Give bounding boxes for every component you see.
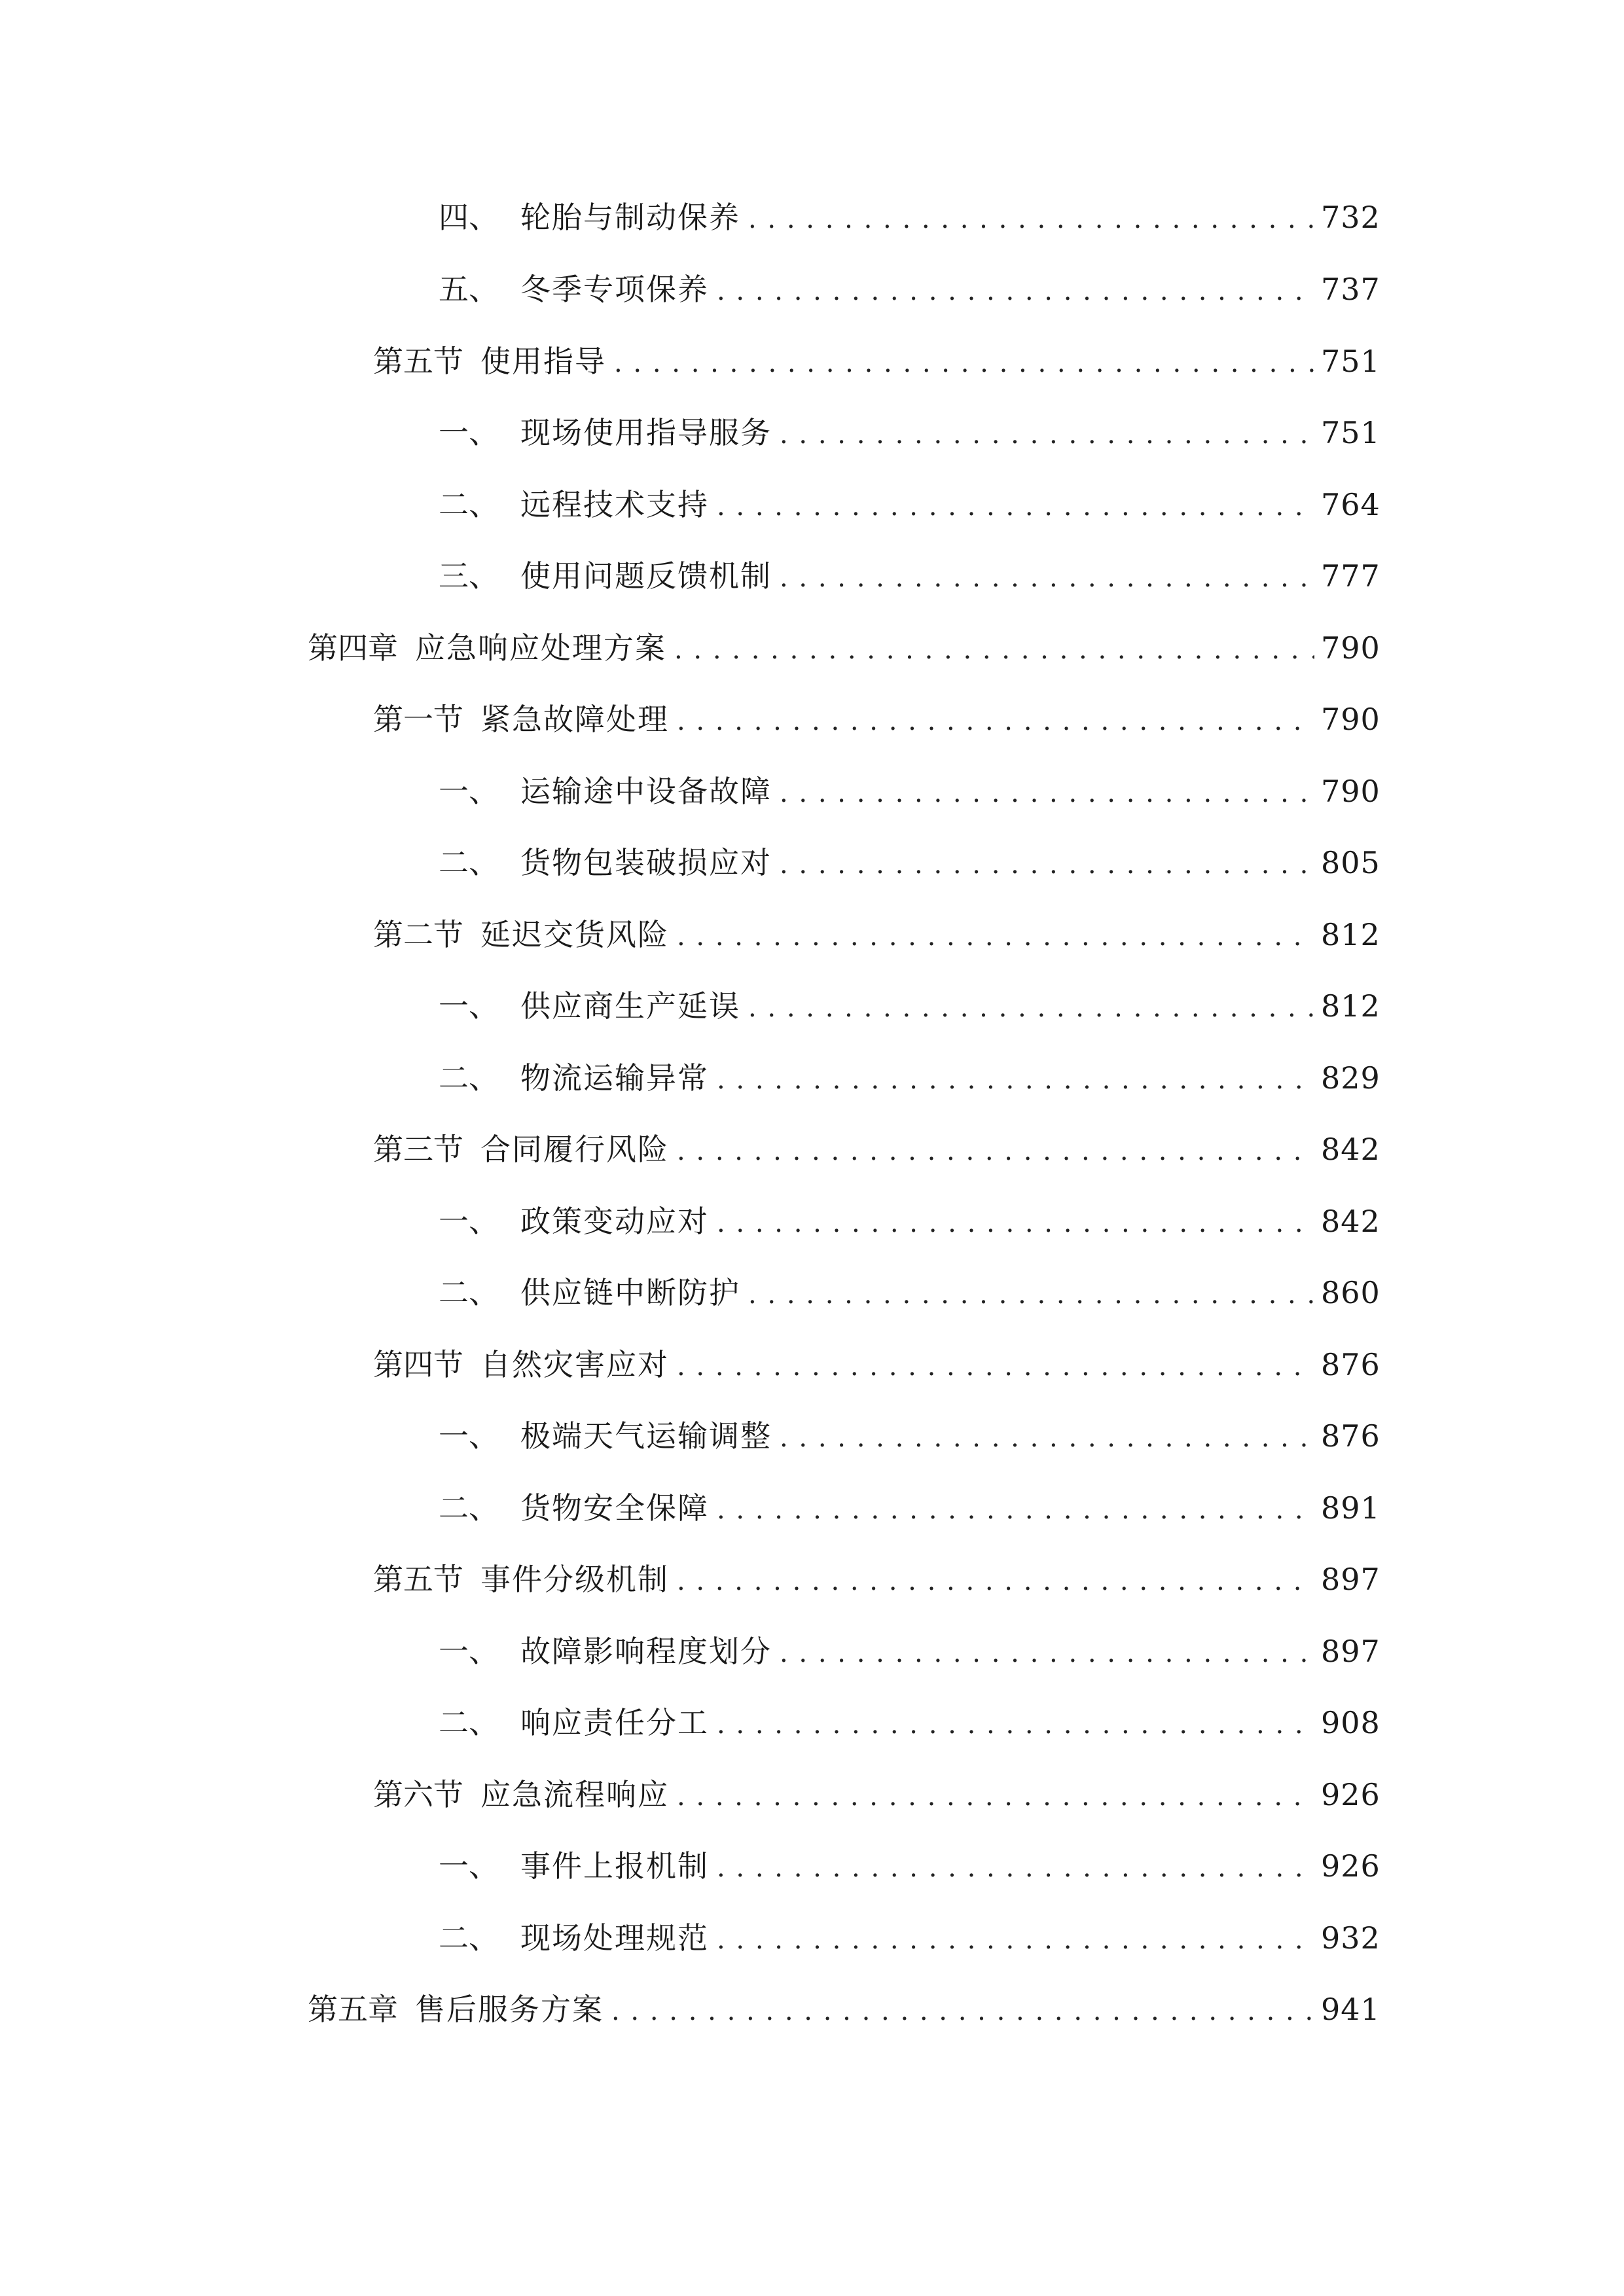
toc-entry-page: 790 bbox=[1321, 774, 1380, 809]
dot-leader bbox=[674, 627, 1314, 673]
dot-leader bbox=[780, 1415, 1314, 1461]
toc-entry-number: 二、 bbox=[439, 1490, 499, 1526]
toc-entry-page: 860 bbox=[1321, 1275, 1380, 1310]
toc-entry[interactable] bbox=[439, 840, 1380, 886]
dot-leader bbox=[748, 1272, 1314, 1318]
toc-entry-number: 五、 bbox=[439, 272, 499, 307]
toc-entry-title: 货物安全保障 bbox=[520, 1490, 709, 1526]
dot-leader bbox=[611, 1988, 1314, 2034]
toc-entry-number: 第四节 bbox=[373, 1347, 463, 1382]
toc-entry-page: 908 bbox=[1321, 1705, 1380, 1740]
toc-entry-title: 物流运输异常 bbox=[520, 1060, 709, 1096]
toc-entry-title: 合同履行风险 bbox=[480, 1132, 669, 1167]
toc-entry[interactable] bbox=[439, 1485, 1380, 1531]
dot-leader bbox=[677, 1558, 1314, 1604]
toc-entry-page: 737 bbox=[1321, 272, 1380, 307]
toc-entry[interactable] bbox=[439, 410, 1380, 456]
toc-entry-number: 第四章 bbox=[308, 630, 398, 666]
toc-entry-page: 941 bbox=[1321, 1992, 1380, 2027]
toc-entry-number: 一、 bbox=[439, 1204, 499, 1239]
toc-entry-number: 二、 bbox=[439, 1060, 499, 1096]
toc-entry[interactable] bbox=[439, 1628, 1380, 1674]
toc-entry-page: 790 bbox=[1321, 630, 1380, 666]
toc-entry-title: 供应商生产延误 bbox=[520, 988, 740, 1024]
dot-leader bbox=[717, 1487, 1314, 1533]
toc-entry-number: 二、 bbox=[439, 845, 499, 880]
dot-leader bbox=[780, 412, 1314, 457]
dot-leader bbox=[677, 698, 1314, 744]
toc-entry-title: 政策变动应对 bbox=[520, 1204, 709, 1239]
toc-entry-title: 极端天气运输调整 bbox=[520, 1418, 772, 1454]
toc-entry-page: 751 bbox=[1321, 415, 1380, 450]
toc-entry-page: 891 bbox=[1321, 1490, 1380, 1526]
toc-entry-page: 812 bbox=[1321, 917, 1380, 952]
toc-entry-page: 732 bbox=[1321, 200, 1380, 235]
dot-leader bbox=[780, 842, 1314, 888]
toc-entry-title: 应急流程响应 bbox=[480, 1777, 669, 1812]
toc-entry-title: 紧急故障处理 bbox=[480, 702, 669, 737]
toc-entry-number: 一、 bbox=[439, 415, 499, 450]
toc-entry-page: 842 bbox=[1321, 1204, 1380, 1239]
toc-entry-number: 一、 bbox=[439, 988, 499, 1024]
toc-entry-title: 冬季专项保养 bbox=[520, 272, 709, 307]
toc-entry-title: 应急响应处理方案 bbox=[415, 630, 666, 666]
toc-entry-number: 一、 bbox=[439, 1634, 499, 1669]
toc-entry-number: 二、 bbox=[439, 1920, 499, 1956]
dot-leader bbox=[717, 1845, 1314, 1891]
toc-entry-number: 第五章 bbox=[308, 1992, 398, 2027]
toc-entry[interactable] bbox=[439, 1413, 1380, 1459]
toc-entry-title: 使用问题反馈机制 bbox=[520, 558, 772, 594]
dot-leader bbox=[748, 985, 1314, 1031]
toc-entry-title: 轮胎与制动保养 bbox=[520, 200, 740, 235]
toc-entry-page: 926 bbox=[1321, 1848, 1380, 1884]
toc-entry-page: 876 bbox=[1321, 1347, 1380, 1382]
toc-entry[interactable] bbox=[439, 1700, 1380, 1746]
dot-leader bbox=[717, 1917, 1314, 1963]
toc-entry-title: 自然灾害应对 bbox=[480, 1347, 669, 1382]
toc-entry-page: 932 bbox=[1321, 1920, 1380, 1956]
toc-entry[interactable] bbox=[439, 983, 1380, 1029]
toc-entry[interactable] bbox=[439, 1270, 1380, 1316]
toc-entry-title: 故障影响程度划分 bbox=[520, 1634, 772, 1669]
toc-entry-page: 897 bbox=[1321, 1562, 1380, 1597]
toc-entry-page: 876 bbox=[1321, 1418, 1380, 1454]
dot-leader bbox=[780, 1630, 1314, 1676]
dot-leader bbox=[780, 770, 1314, 816]
toc-entry-page: 897 bbox=[1321, 1634, 1380, 1669]
toc-entry-number: 三、 bbox=[439, 558, 499, 594]
toc-entry-number: 第五节 bbox=[373, 1562, 463, 1597]
toc-entry-page: 812 bbox=[1321, 988, 1380, 1024]
toc-entry-number: 二、 bbox=[439, 1275, 499, 1310]
toc-entry-page: 926 bbox=[1321, 1777, 1380, 1812]
toc-entry[interactable] bbox=[308, 625, 1380, 671]
toc-entry-number: 一、 bbox=[439, 1848, 499, 1884]
toc-entry-number: 二、 bbox=[439, 1705, 499, 1740]
toc-entry-title: 延迟交货风险 bbox=[480, 917, 669, 952]
dot-leader bbox=[677, 1128, 1314, 1174]
toc-entry[interactable] bbox=[439, 553, 1380, 599]
toc-entry-page: 751 bbox=[1321, 344, 1380, 379]
dot-leader bbox=[717, 484, 1314, 529]
toc-entry-page: 805 bbox=[1321, 845, 1380, 880]
dot-leader bbox=[677, 914, 1314, 960]
toc-entry[interactable] bbox=[373, 1556, 1380, 1602]
toc-entry-page: 829 bbox=[1321, 1060, 1380, 1096]
toc-entry[interactable] bbox=[373, 912, 1380, 958]
toc-entry-title: 事件上报机制 bbox=[520, 1848, 709, 1884]
toc-entry-number: 二、 bbox=[439, 487, 499, 522]
toc-entry-number: 第五节 bbox=[373, 344, 463, 379]
toc-entry-title: 使用指导 bbox=[480, 344, 606, 379]
toc-entry-title: 供应链中断防护 bbox=[520, 1275, 740, 1310]
toc-entry[interactable] bbox=[439, 1915, 1380, 1961]
toc-entry[interactable] bbox=[439, 768, 1380, 814]
toc-entry[interactable] bbox=[439, 1198, 1380, 1244]
toc-entry-title: 售后服务方案 bbox=[415, 1992, 604, 2027]
dot-leader bbox=[717, 1200, 1314, 1246]
toc-entry[interactable] bbox=[373, 1772, 1380, 1818]
toc-entry[interactable] bbox=[373, 696, 1380, 742]
toc-entry-title: 现场使用指导服务 bbox=[520, 415, 772, 450]
toc-entry-page: 790 bbox=[1321, 702, 1380, 737]
toc-entry-number: 第一节 bbox=[373, 702, 463, 737]
toc-entry-page: 777 bbox=[1321, 558, 1380, 594]
toc-entry[interactable] bbox=[439, 1055, 1380, 1101]
toc-entry-title: 事件分级机制 bbox=[480, 1562, 669, 1597]
toc-entry-number: 四、 bbox=[439, 200, 499, 235]
dot-leader bbox=[677, 1774, 1314, 1820]
dot-leader bbox=[748, 196, 1314, 242]
toc-entry[interactable] bbox=[308, 1986, 1380, 2032]
toc-entry[interactable] bbox=[373, 1342, 1380, 1388]
toc-entry[interactable] bbox=[373, 338, 1380, 384]
dot-leader bbox=[717, 1057, 1314, 1103]
toc-entry-page: 842 bbox=[1321, 1132, 1380, 1167]
dot-leader bbox=[780, 555, 1314, 601]
toc-entry-title: 运输途中设备故障 bbox=[520, 774, 772, 809]
toc-entry-title: 响应责任分工 bbox=[520, 1705, 709, 1740]
toc-entry-page: 764 bbox=[1321, 487, 1380, 522]
toc-entry[interactable] bbox=[439, 266, 1380, 312]
toc-entry-title: 现场处理规范 bbox=[520, 1920, 709, 1956]
dot-leader bbox=[677, 1344, 1314, 1390]
dot-leader bbox=[717, 268, 1314, 314]
dot-leader bbox=[614, 340, 1314, 386]
toc-entry-number: 第二节 bbox=[373, 917, 463, 952]
toc-entry-number: 一、 bbox=[439, 1418, 499, 1454]
toc-entry[interactable] bbox=[373, 1126, 1380, 1172]
toc-entry[interactable] bbox=[439, 1843, 1380, 1889]
toc-entry-title: 远程技术支持 bbox=[520, 487, 709, 522]
toc-entry-number: 第三节 bbox=[373, 1132, 463, 1167]
dot-leader bbox=[717, 1702, 1314, 1748]
toc-entry-number: 第六节 bbox=[373, 1777, 463, 1812]
toc-entry[interactable] bbox=[439, 194, 1380, 240]
toc-entry[interactable] bbox=[439, 482, 1380, 528]
toc-entry-title: 货物包装破损应对 bbox=[520, 845, 772, 880]
toc-entry-number: 一、 bbox=[439, 774, 499, 809]
